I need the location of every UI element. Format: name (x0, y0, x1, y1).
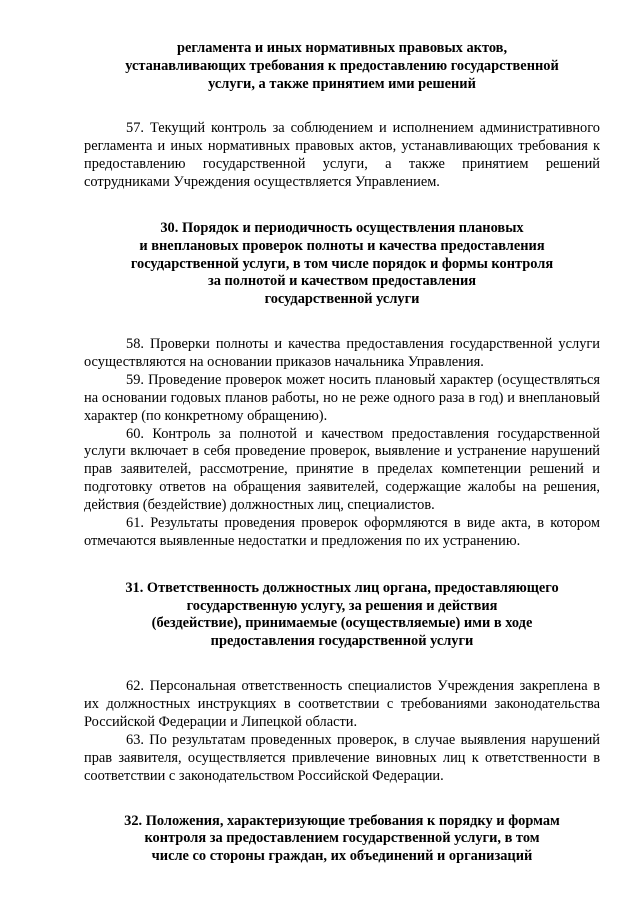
heading-line: государственной услуги, в том числе порядок и формы контроля (130, 255, 554, 272)
section-30-heading (84, 220, 600, 309)
paragraph-57: 57. Текущий контроль за соблюдением и исполнением административного регламента и иных нормативных правовых актов, устанавливающих требования к предоставлению государственной услуги, а также принятием решений сотрудниками Учреждения осуществляется Управлением. (84, 120, 600, 191)
heading-line: устанавливающих требования к предоставлению государственной (125, 57, 559, 74)
section-31-heading (84, 580, 600, 651)
heading-line: числе со стороны граждан, их объединений и организаций (151, 848, 533, 865)
heading-line: 32. Положения, характеризующие требования к порядку и формам (124, 812, 560, 829)
paragraph-58: 58. Проверки полноты и качества предоставления государственной услуги осуществляются на основании приказов начальника Управления. (84, 336, 600, 370)
heading-line: контроля за предоставлением государственной услуги, в том (144, 830, 540, 847)
paragraph-60: 60. Контроль за полнотой и качеством предоставления государственной услуги включает в себя проведение проверок, выявление и устранение нарушений прав заявителей, рассмотрение, принятие в пределах компетенции решений и подготовку ответов на обращения заявителей, содержащие жалобы на решения, действия (бездействие) должностных лиц, специалистов. (84, 425, 600, 514)
heading-line: и внеплановых проверок полноты и качества предоставления (139, 237, 545, 254)
heading-line: 31. Ответственность должностных лиц органа, предоставляющего (125, 579, 559, 596)
paragraph-62: 62. Персональная ответственность специалистов Учреждения закреплена в их должностных инструкциях в соответствии с требованиями законодательства Российской Федерации и Липецкой области. (84, 678, 600, 730)
paragraph-61: 61. Результаты проведения проверок оформляются в виде акта, в котором отмечаются выявленные недостатки и предложения по их устранению. (84, 515, 600, 549)
paragraph-63: 63. По результатам проведенных проверок, в случае выявления нарушений прав заявителя, осуществляется привлечение виновных лиц к ответственности в соответствии с законодательством Российской Федерации. (84, 731, 600, 784)
section-32-heading (84, 813, 600, 866)
heading-line: регламента и иных нормативных правовых актов, (176, 40, 508, 56)
heading-line: услуги, а также принятием ими решений (208, 75, 476, 92)
heading-line: предоставления государственной услуги (210, 633, 474, 650)
heading-line: государственную услугу, за решения и действия (186, 597, 498, 614)
paragraph-59: 59. Проведение проверок может носить плановый характер (осуществляться на основании годовых планов работы, но не реже одного раза в год) и внеплановый характер (по конкретному обращению). (84, 371, 600, 424)
heading-line: 30. Порядок и периодичность осуществления плановых (160, 220, 524, 237)
intro-heading (84, 40, 600, 93)
heading-line: государственной услуги (264, 291, 420, 308)
heading-line: (бездействие), принимаемые (осуществляемые) ими в ходе (151, 615, 533, 632)
heading-line: за полнотой и качеством предоставления (207, 273, 477, 290)
